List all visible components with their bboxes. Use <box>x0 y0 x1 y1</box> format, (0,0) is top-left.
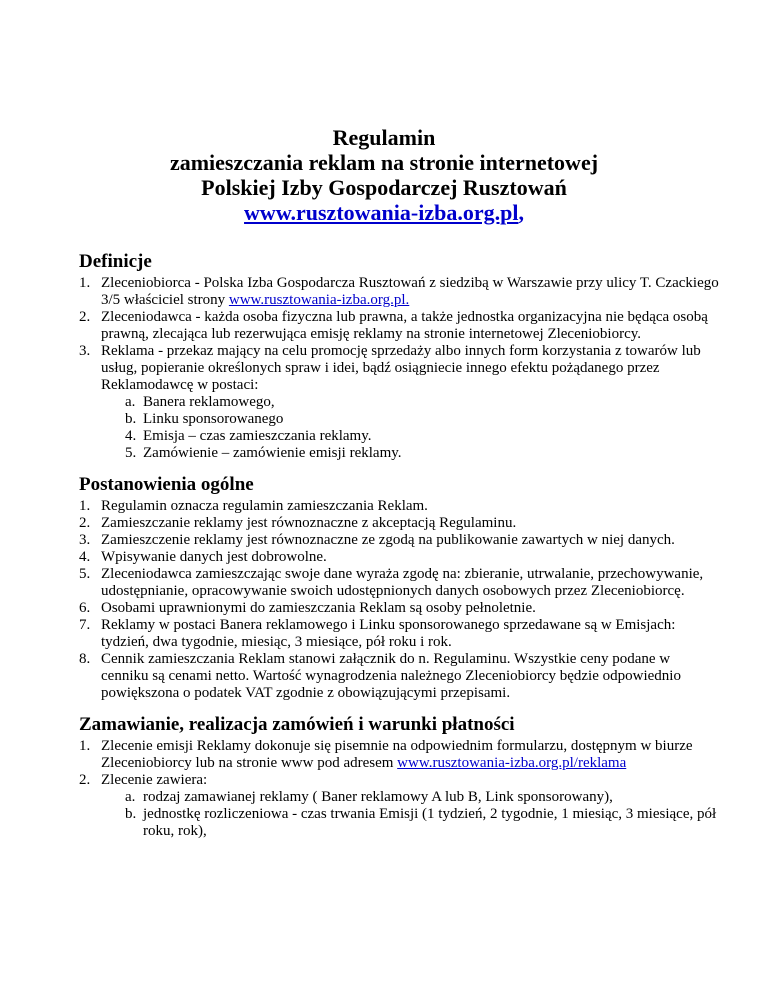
definicje-sublist <box>101 394 719 462</box>
section-heading-zamawianie: Zamawianie, realizacja zamówień i warunki płatności <box>79 714 515 735</box>
postanowienia-list <box>79 498 719 702</box>
list-item-number: 2. <box>79 309 91 325</box>
sublist-item-number: b. <box>125 411 137 427</box>
list-item-text: Regulamin oznacza regulamin zamieszczania Reklam. <box>101 498 428 514</box>
document-title <box>0 125 768 225</box>
sublist-item <box>125 428 719 445</box>
reklama-page-link[interactable]: www.rusztowania-izba.org.pl/reklama <box>397 755 627 771</box>
list-item <box>79 343 719 462</box>
section-heading-postanowienia: Postanowienia ogólne <box>79 474 254 495</box>
sublist-item-text: Linku sponsorowanego <box>143 411 284 427</box>
list-item-text: Zleceniobiorca - Polska Izba Gospodarcza Rusztowań z siedzibą w Warszawie przy ulicy T. Czackiego 3/5 właściciel strony <box>101 275 719 308</box>
title-line-1: Regulamin <box>332 125 436 150</box>
sublist-item <box>125 411 719 428</box>
list-item-text: Zleceniodawca - każda osoba fizyczna lub prawna, a także jednostka organizacyjna nie będąca osobą prawną, zlecająca lub rezerwująca emisję reklamy na stronie internetowej Zleceniobiorcy. <box>101 309 708 342</box>
list-item-number: 6. <box>79 600 91 616</box>
list-item <box>79 498 719 515</box>
title-line-2: zamieszczania reklam na stronie internetowej <box>169 150 599 175</box>
title-line-3: Polskiej Izby Gospodarczej Rusztowań <box>201 175 567 200</box>
list-item <box>79 566 719 600</box>
list-item-text: Zleceniodawca zamieszczając swoje dane wyraża zgodę na: zbieranie, utrwalanie, przechowywanie, udostępnianie, opracowywanie swoich udostępnionych danych osobowych przez Zleceniobiorcę. <box>101 566 704 599</box>
list-item <box>79 772 719 840</box>
zamawianie-list <box>79 738 719 840</box>
list-item-number: 4. <box>79 549 91 565</box>
title-url-suffix: , <box>518 200 524 225</box>
list-item-number: 1. <box>79 275 91 291</box>
list-item-text: Zlecenie zawiera: <box>101 772 208 788</box>
title-url-link[interactable]: www.rusztowania-izba.org.pl <box>244 200 519 225</box>
section-heading-definicje: Definicje <box>79 251 152 272</box>
list-item-number: 5. <box>79 566 91 582</box>
title-url-line <box>0 200 768 225</box>
list-item <box>79 617 719 651</box>
sublist-item-number: 5. <box>125 445 137 461</box>
sublist-item-number: a. <box>125 789 136 805</box>
section-definicje <box>79 251 719 462</box>
list-item-text: Osobami uprawnionymi do zamieszczania Reklam są osoby pełnoletnie. <box>101 600 536 616</box>
list-item-number: 1. <box>79 738 91 754</box>
sublist-item-number: b. <box>125 806 137 822</box>
list-item-text: Zamieszczenie reklamy jest równoznaczne ze zgodą na publikowanie zawartych w niej danych. <box>101 532 675 548</box>
list-item-number: 2. <box>79 515 91 531</box>
list-item-text: Reklama - przekaz mający na celu promocję sprzedaży albo innych form korzystania z towarów lub usług, popieranie określonych spraw i idei, bądź osiągniecie innego efektu pożądanego przez Reklamodawcę w postaci: <box>101 343 701 393</box>
izba-website-link[interactable]: www.rusztowania-izba.org.pl. <box>228 292 410 308</box>
list-item-number: 8. <box>79 651 91 667</box>
list-item-number: 1. <box>79 498 91 514</box>
list-item <box>79 515 719 532</box>
sublist-item-number: 4. <box>125 428 137 444</box>
sublist-item <box>125 394 719 411</box>
list-item-text: Wpisywanie danych jest dobrowolne. <box>101 549 327 565</box>
list-item-number: 3. <box>79 532 91 548</box>
section-zamawianie <box>79 714 719 840</box>
zamawianie-sublist <box>101 789 719 840</box>
sublist-item-text: Emisja – czas zamieszczania reklamy. <box>143 428 372 444</box>
sublist-item-text: rodzaj zamawianej reklamy ( Baner reklamowy A lub B, Link sponsorowany), <box>143 789 613 805</box>
sublist-item <box>125 806 719 840</box>
list-item <box>79 549 719 566</box>
list-item-number: 7. <box>79 617 91 633</box>
list-item <box>79 738 719 772</box>
list-item <box>79 532 719 549</box>
sublist-item <box>125 445 719 462</box>
list-item-text: Cennik zamieszczania Reklam stanowi załącznik do n. Regulaminu. Wszystkie ceny podane w cenniku są cenami netto. Wartość wynagrodzenia należnego Zleceniobiorcy będzie odpowiednio powiększona o podatek VAT zgodnie z obowiązującymi przepisami. <box>101 651 681 701</box>
list-item-text: Zamieszczanie reklamy jest równoznaczne z akceptacją Regulaminu. <box>101 515 517 531</box>
list-item <box>79 275 719 309</box>
section-postanowienia <box>79 474 719 702</box>
definicje-list <box>79 275 719 462</box>
document-content <box>79 251 719 852</box>
list-item <box>79 651 719 702</box>
sublist-item-text: Banera reklamowego, <box>143 394 275 410</box>
sublist-item-text: jednostkę rozliczeniowa - czas trwania Emisji (1 tydzień, 2 tygodnie, 1 miesiąc, 3 miesiące, pół roku, rok), <box>143 806 717 839</box>
list-item <box>79 309 719 343</box>
list-item-number: 2. <box>79 772 91 788</box>
sublist-item <box>125 789 719 806</box>
list-item <box>79 600 719 617</box>
list-item-text: Zlecenie emisji Reklamy dokonuje się pisemnie na odpowiednim formularzu, dostępnym w biurze Zleceniobiorcy lub na stronie www pod adresem <box>101 738 693 771</box>
sublist-item-number: a. <box>125 394 136 410</box>
list-item-number: 3. <box>79 343 91 359</box>
sublist-item-text: Zamówienie – zamówienie emisji reklamy. <box>143 445 402 461</box>
list-item-text: Reklamy w postaci Banera reklamowego i Linku sponsorowanego sprzedawane są w Emisjach: tydzień, dwa tygodnie, miesiąc, 3 miesiące, pół roku i rok. <box>101 617 676 650</box>
